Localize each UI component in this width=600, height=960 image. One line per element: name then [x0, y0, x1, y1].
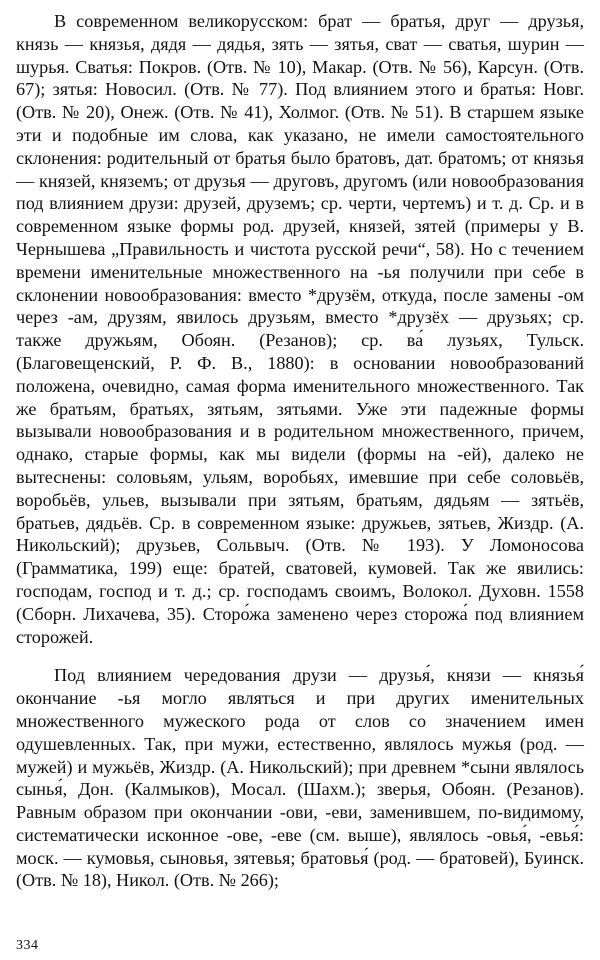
paragraph-2: Под влиянием чередования друзи — друзья́, князи — князья́ окончание -ья могло являться и при других именительных множественного мужеского рода от слов со значением имен одушевленных. Так, при мужи, естественно, являлось мужья (род. — мужей) и мужьёв, Жиздр. (А. Никольский); при древнем *сыни являлось сынья́, Дон. (Калмыков), Мосал. (Шахм.); зверья, Обоян. (Резанов). Равным образом при окончании -ови, -еви, заменившем, по-видимому, систематически исконное -ове, -еве (см. выше), являлось -овья́, -евья́: моск. — кумовья, сыновья, зятевья; братовья́ (род. — братовей), Буинск. (Отв. № 18), Никол. (Отв. № 266);: [16, 665, 584, 891]
paragraph-1: В современном великорусском: брат — братья, друг — друзья, князь — князья, дядя — дядья, зять — зятья, сват — сватья, шурин — шурья. Сватья: Покров. (Отв. № 10), Макар. (Отв. № 56), Карсун. (Отв. 67); зятья: Новосил. (Отв. № 77). Под влиянием этого и братья: Новг. (Отв. № 20), Онеж. (Отв. № 41), Холмог. (Отв. № 51). В старшем языке эти и подобные им слова, как указано, не имели самостоятельного склонения: родительный от братья было братовъ, дат. братомъ; от князья — князей, княземъ; от друзья — друговъ, другомъ (или новообразования под влиянием друзи: друзей, друземъ; ср. черти, чертемъ) и т. д. Ср. и в современном языке формы род. друзей, князей, зятей (примеры у В. Чернышева „Правильность и чистота русской речи“, 58). Но с течением времени именительные множественного на -ья получили при себе в склонении новообразования: вместо *друзём, откуда, после замены -ом через -ам, друзям, явилось друзьям, вместо *друзёх — друзьях; ср. также дружьям, Обоян. (Резанов); ср. ва́ лузьях, Тульск. (Благовещенский, Р. Ф. В., 1880): в основании новообразований положена, очевидно, самая форма именительного множественного. Так же братьям, братьях, зятьям, зятьями. Уже эти падежные формы вызывали новообразования и в родительном множественного, причем, однако, старые формы, как мы видели (формы на -ей), далеко не вытеснены: соловьям, ульям, воробьях, имевшие при себе соловьёв, воробьёв, ульев, вызывали при зятьям, братьям, дядьям — зятьёв, братьев, дядьёв. Ср. в современном языке: дружьев, зятьев, Жиздр. (А. Никольский); друзьев, Сольвыч. (Отв. № 193). У Ломоносова (Грамматика, 199) еще: братей, сватовей, кумовей. Так же явились: господам, господ и т. д.; ср. господамъ своимъ, Волокол. Духовн. 1558 (Сборн. Лихачева, 35). Сторо́жа заменено через сторожа́ под влиянием сторожей.: [16, 11, 584, 647]
page-number: 334: [16, 938, 39, 953]
